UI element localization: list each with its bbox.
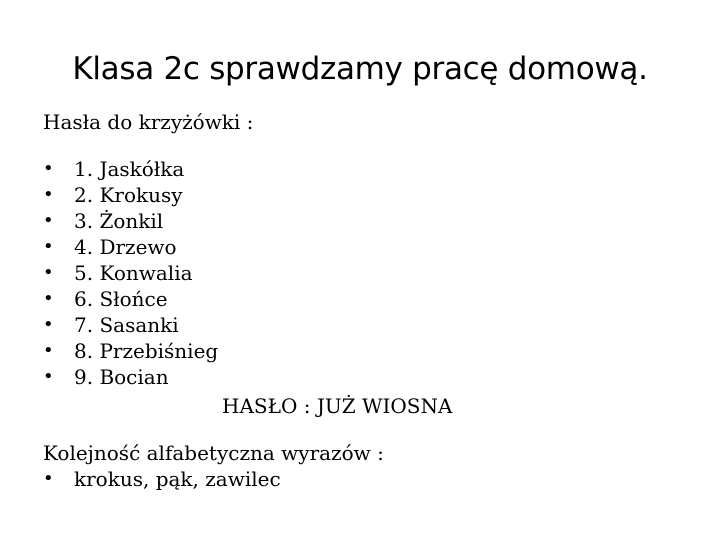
list-item (43, 182, 218, 208)
alphabetical-order-item (43, 466, 281, 492)
bullet-icon: • (43, 184, 54, 205)
crossword-word: 1. Jaskółka (74, 157, 185, 181)
bullet-icon: • (43, 236, 54, 257)
bullet-icon: • (43, 340, 54, 361)
bullet-icon: • (43, 210, 54, 231)
bullet-icon: • (43, 314, 54, 335)
list-item (43, 312, 218, 338)
crossword-word: 7. Sasanki (74, 313, 179, 337)
crossword-heading: Hasła do krzyżówki : (43, 110, 254, 134)
crossword-word: 5. Konwalia (74, 261, 193, 285)
crossword-word: 4. Drzewo (74, 235, 177, 259)
list-item (43, 260, 218, 286)
list-item (43, 338, 218, 364)
bullet-icon: • (43, 158, 54, 179)
list-item (43, 156, 218, 182)
bullet-icon: • (43, 262, 54, 283)
slide-title: Klasa 2c sprawdzamy pracę domową. (72, 51, 648, 87)
list-item (43, 234, 218, 260)
list-item (43, 286, 218, 312)
list-item (43, 208, 218, 234)
list-item (43, 364, 218, 390)
crossword-word: 6. Słońce (74, 287, 168, 311)
crossword-word: 3. Żonkil (74, 209, 164, 233)
crossword-word: 8. Przebiśnieg (74, 339, 219, 363)
crossword-word-list (43, 156, 218, 390)
bullet-icon: • (43, 288, 54, 309)
bullet-icon: • (43, 366, 54, 387)
bullet-icon: • (43, 468, 54, 489)
alphabetical-order-heading: Kolejność alfabetyczna wyrazów : (43, 441, 384, 465)
alphabetical-words: krokus, pąk, zawilec (74, 467, 281, 491)
crossword-answer: HASŁO : JUŻ WIOSNA (222, 394, 453, 418)
crossword-word: 2. Krokusy (74, 183, 183, 207)
crossword-word: 9. Bocian (74, 365, 169, 389)
